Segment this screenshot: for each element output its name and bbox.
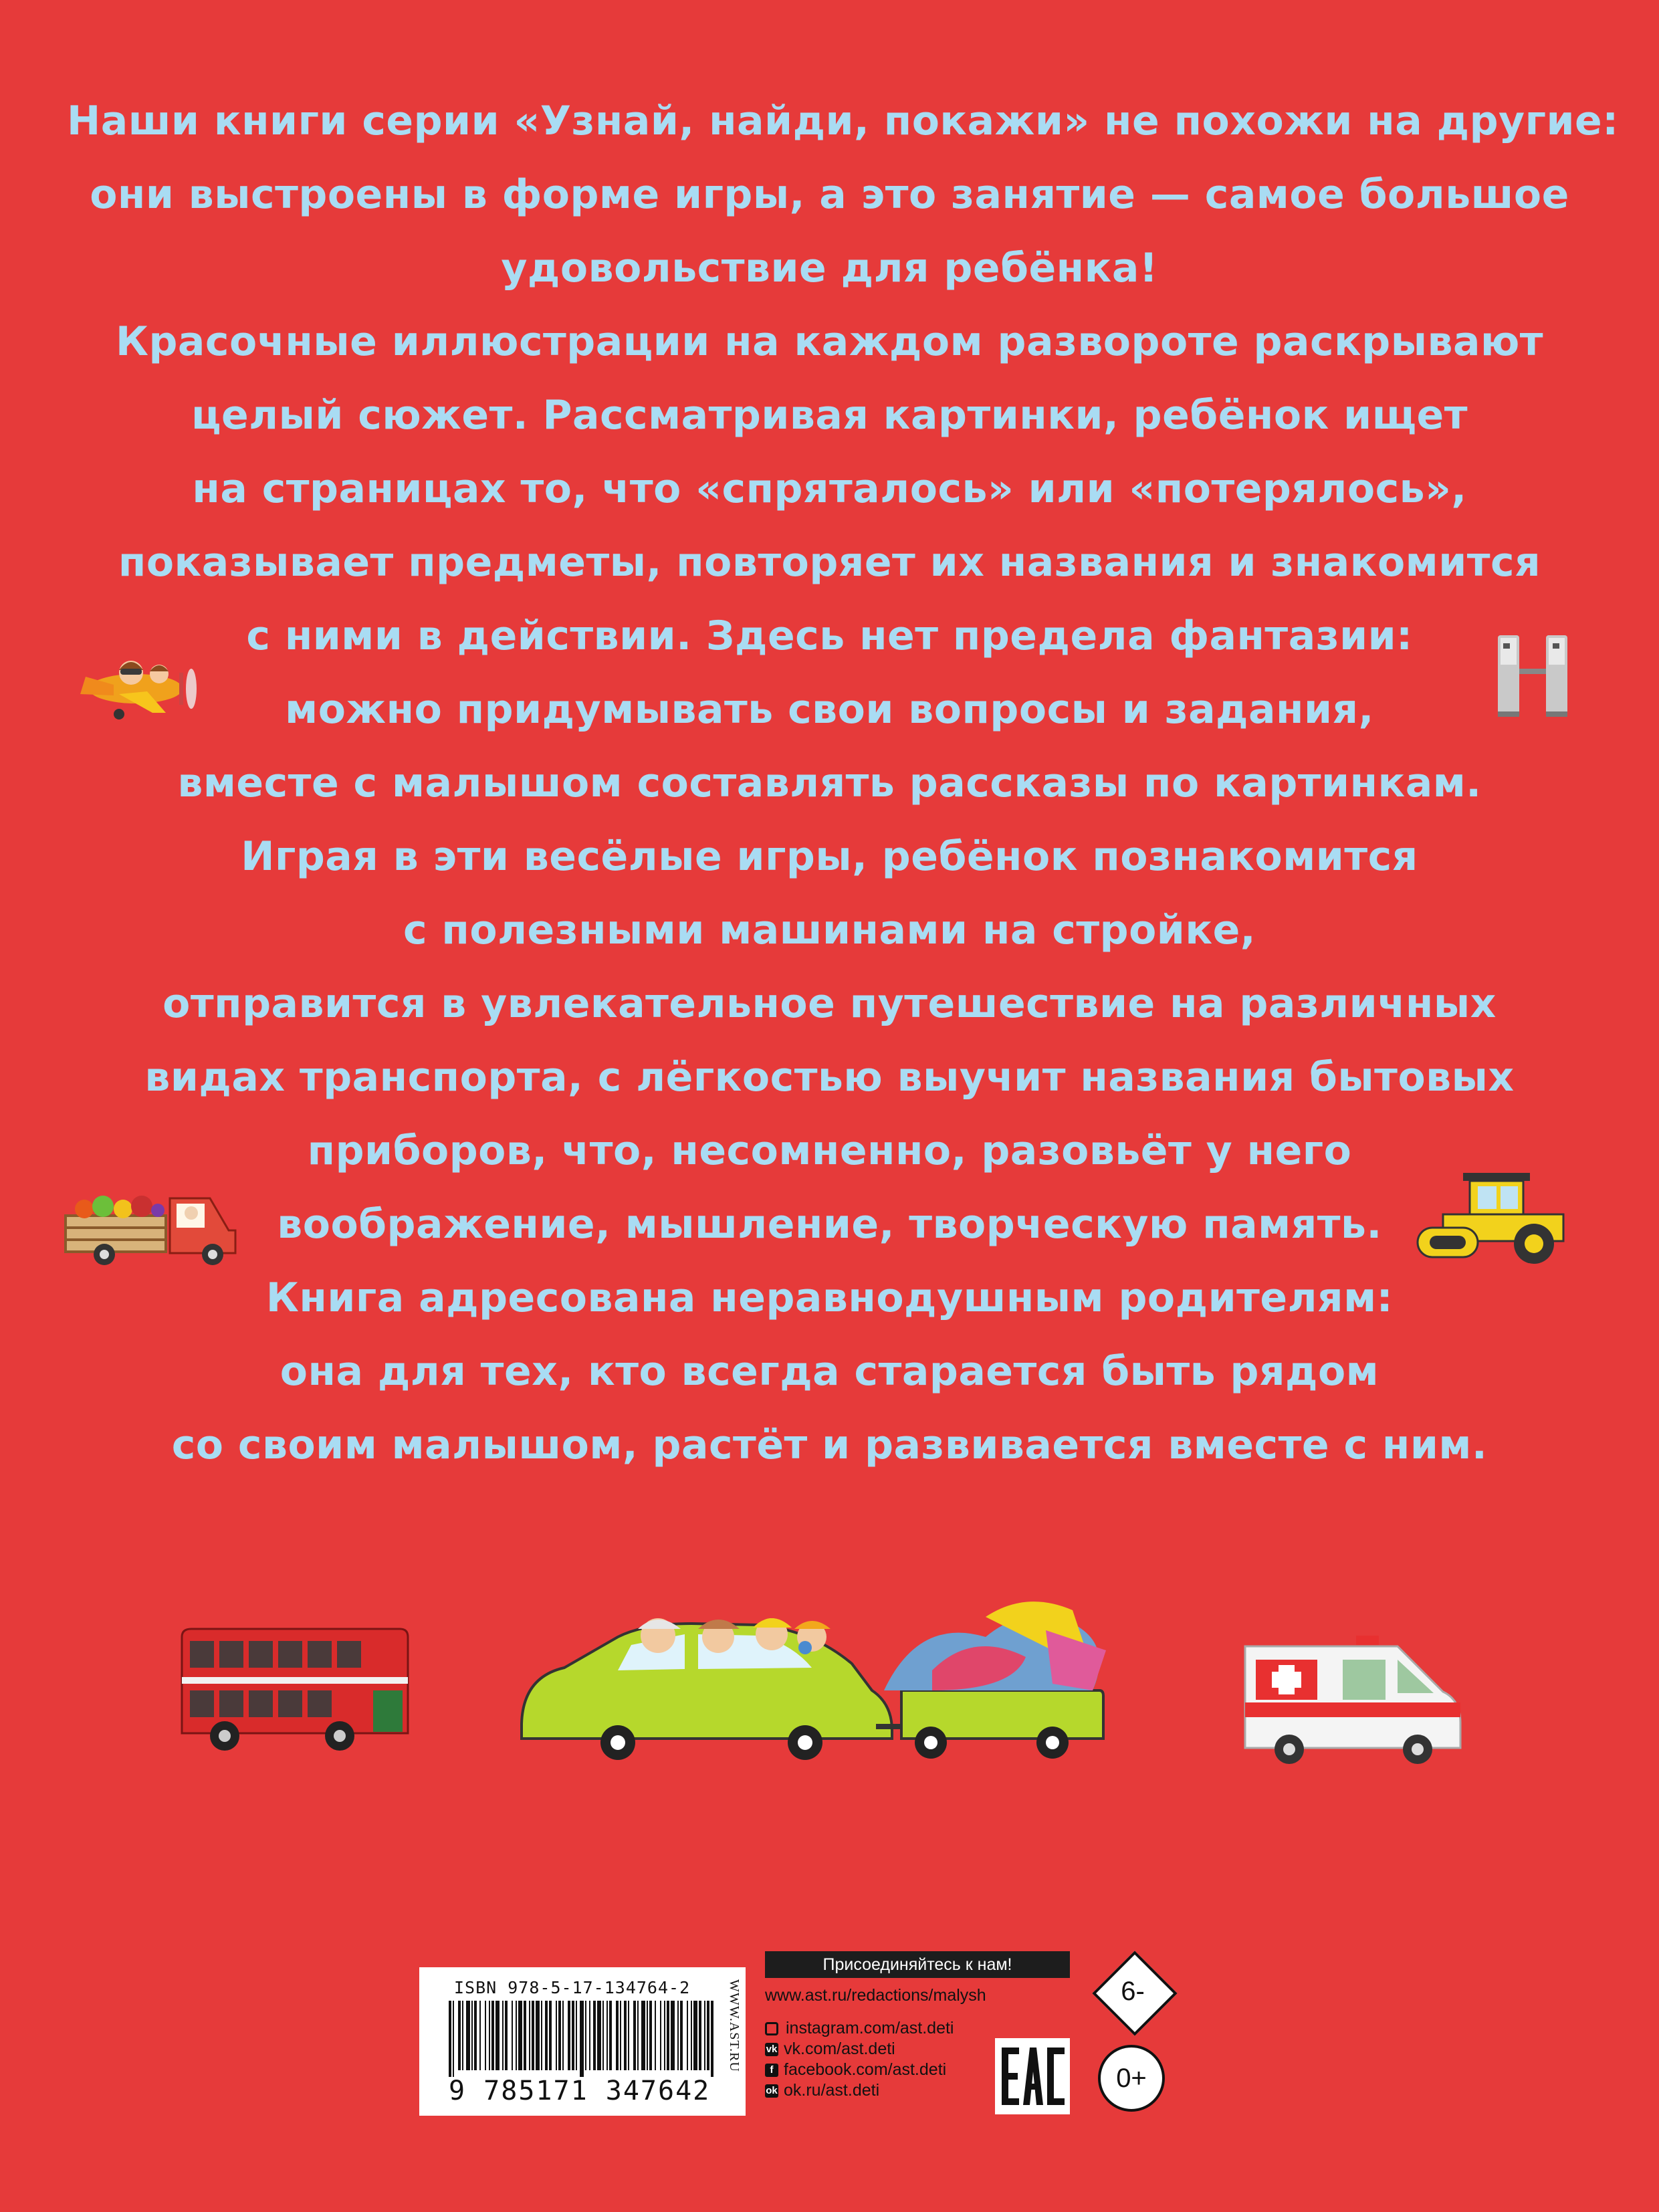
blurb-line: Играя в эти весёлые игры, ребёнок познакомится: [241, 833, 1418, 880]
barcode-digits: 9 785171 347642: [449, 2076, 711, 2106]
barcode-bar: [479, 2001, 481, 2070]
blurb-line: с ними в действии. Здесь нет предела фантазии:: [246, 613, 1413, 659]
blurb-line: целый сюжет. Рассматривая картинки, ребёнок ищет: [191, 392, 1468, 439]
barcode-bar: [485, 2001, 486, 2070]
barcode-bar: [624, 2001, 627, 2070]
blurb-line: они выстроены в форме игры, а это занятие — самое большое: [90, 171, 1569, 218]
barcode-bar: [628, 2001, 629, 2070]
barcode-bar: [649, 2001, 652, 2070]
barcode-bar: [616, 2001, 619, 2070]
barcode-bar: [568, 2001, 570, 2070]
barcode-bar: [516, 2001, 517, 2070]
barcode-bar: [466, 2001, 470, 2070]
barcode-bar: [620, 2001, 621, 2070]
odnoklassniki-icon: ok: [766, 2084, 778, 2096]
barcode-bar: [495, 2001, 500, 2070]
barcode-bar: [518, 2001, 522, 2070]
barcode-bar: [655, 2001, 656, 2070]
barcode-bar: [471, 2001, 473, 2070]
barcode-bar: [458, 2001, 461, 2070]
barcode-bar: [660, 2001, 661, 2070]
blurb-line: воображение, мышление, творческую память.: [277, 1201, 1382, 1248]
barcode-bar: [671, 2001, 675, 2070]
barcode-bar: [585, 2001, 586, 2070]
barcode-bar: [699, 2001, 701, 2070]
barcode-bar: [572, 2001, 574, 2070]
publisher-site-vertical: WWW.AST.RU: [727, 1979, 742, 2072]
social-link-odnoklassniki[interactable]: [765, 2080, 954, 2101]
age-rating-0-badge: 0+: [1098, 2045, 1165, 2112]
blurb-text: [67, 84, 1619, 1482]
social-link-text: instagram.com/ast.deti: [786, 2019, 954, 2037]
barcode-bar: [707, 2001, 709, 2070]
barcode-bar: [524, 2001, 526, 2070]
barcode-bar: [489, 2001, 490, 2070]
social-link-text: ok.ru/ast.deti: [784, 2081, 880, 2100]
barcode-bar: [609, 2001, 612, 2070]
barcode-bar: [532, 2001, 534, 2070]
vegetable-truck-illustration: [64, 1178, 241, 1268]
double-decker-bus-illustration: [179, 1628, 411, 1755]
barcode-bar: [691, 2001, 692, 2070]
blurb-line: Наши книги серии «Узнай, найди, покажи» не похожи на другие:: [67, 98, 1619, 144]
blurb-line: со своим малышом, растёт и развивается вместе с ним.: [171, 1422, 1488, 1468]
barcode-bar: [711, 2001, 713, 2077]
barcode-bar: [536, 2001, 540, 2070]
blurb-line: отправится в увлекательное путешествие на различных: [162, 980, 1497, 1027]
barcode-bar: [449, 2001, 451, 2077]
barcode-bar: [633, 2001, 636, 2070]
barcode-bar: [491, 2001, 494, 2070]
blurb-line: она для тех, кто всегда старается быть рядом: [280, 1348, 1379, 1395]
barcode-bar: [667, 2001, 669, 2070]
blurb-line: видах транспорта, с лёгкостью выучит названия бытовых: [144, 1054, 1515, 1101]
blurb-line: приборов, что, несомненно, разовьёт у него: [307, 1127, 1352, 1174]
plane-illustration: [72, 647, 199, 724]
eac-certification-mark: [995, 2038, 1070, 2114]
age-rating-6-badge: [1093, 1951, 1173, 2031]
facebook-icon: f: [765, 2064, 778, 2077]
family-car-with-trailer-illustration: [518, 1590, 1133, 1765]
vk-icon: vk: [766, 2043, 778, 2055]
barcode-bar: [556, 2001, 557, 2070]
barcode-bar: [687, 2001, 688, 2070]
blurb-line: Красочные иллюстрации на каждом развороте раскрывают: [115, 318, 1544, 365]
barcode-bar: [505, 2001, 508, 2070]
ambulance-illustration: [1242, 1636, 1464, 1767]
barcode-bar: [529, 2001, 530, 2070]
isbn-number: ISBN 978-5-17-134764-2: [454, 1978, 691, 1997]
isbn-barcode-block: [419, 1967, 746, 2116]
age-rating-6-label: 6-: [1121, 1977, 1145, 2006]
barcode-bar: [589, 2001, 590, 2070]
road-roller-illustration: [1416, 1169, 1578, 1266]
social-link-instagram[interactable]: [765, 2018, 954, 2039]
social-link-text: facebook.com/ast.deti: [784, 2060, 947, 2079]
barcode-bar: [576, 2001, 577, 2070]
blurb-line: показывает предметы, повторяет их названия и знакомится: [118, 539, 1541, 586]
barcode-bar: [549, 2001, 552, 2070]
social-link-facebook[interactable]: [765, 2060, 954, 2080]
barcode-bar: [664, 2001, 665, 2070]
barcode-bar: [647, 2001, 648, 2070]
barcode-bar: [562, 2001, 564, 2070]
blurb-line: Книга адресована неравнодушным родителям:: [265, 1275, 1394, 1321]
join-us-banner: Присоединяйтесь к нам!: [765, 1951, 1070, 1978]
barcode-bar: [541, 2001, 542, 2070]
barcode-bar: [680, 2001, 683, 2070]
social-link-vk[interactable]: [765, 2039, 954, 2060]
barcode-bar: [580, 2001, 584, 2077]
barcode-bar: [558, 2001, 561, 2070]
blurb-line: вместе с малышом составлять рассказы по картинкам.: [177, 760, 1482, 806]
blurb-line: можно придумывать свои вопросы и задания,: [285, 686, 1374, 733]
barcode-bar: [693, 2001, 697, 2070]
barcode-bar: [593, 2001, 596, 2070]
barcode-bar: [502, 2001, 504, 2070]
barcode-bar: [453, 2001, 454, 2077]
blurb-line: удовольствие для ребёнка!: [501, 245, 1158, 292]
barcode-bar: [637, 2001, 639, 2070]
barcode-bar: [606, 2001, 608, 2070]
publisher-website[interactable]: www.ast.ru/redactions/malysh: [765, 1986, 986, 2005]
instagram-icon: [765, 2022, 778, 2035]
barcode-bar: [462, 2001, 463, 2070]
barcode: [449, 2001, 713, 2077]
blurb-line: с полезными машинами на стройке,: [403, 907, 1256, 954]
barcode-bar: [512, 2001, 513, 2070]
blurb-line: на страницах то, что «спряталось» или «потерялось»,: [192, 465, 1467, 512]
barcode-bar: [704, 2001, 705, 2070]
barcode-bar: [545, 2001, 548, 2070]
barcode-bar: [677, 2001, 679, 2070]
barcode-bar: [641, 2001, 645, 2070]
barcode-bar: [597, 2001, 601, 2070]
social-links: [765, 2018, 954, 2101]
turnstile-illustration: [1488, 629, 1577, 719]
social-link-text: vk.com/ast.deti: [784, 2039, 895, 2058]
barcode-bar: [602, 2001, 604, 2070]
barcode-bar: [474, 2001, 477, 2070]
